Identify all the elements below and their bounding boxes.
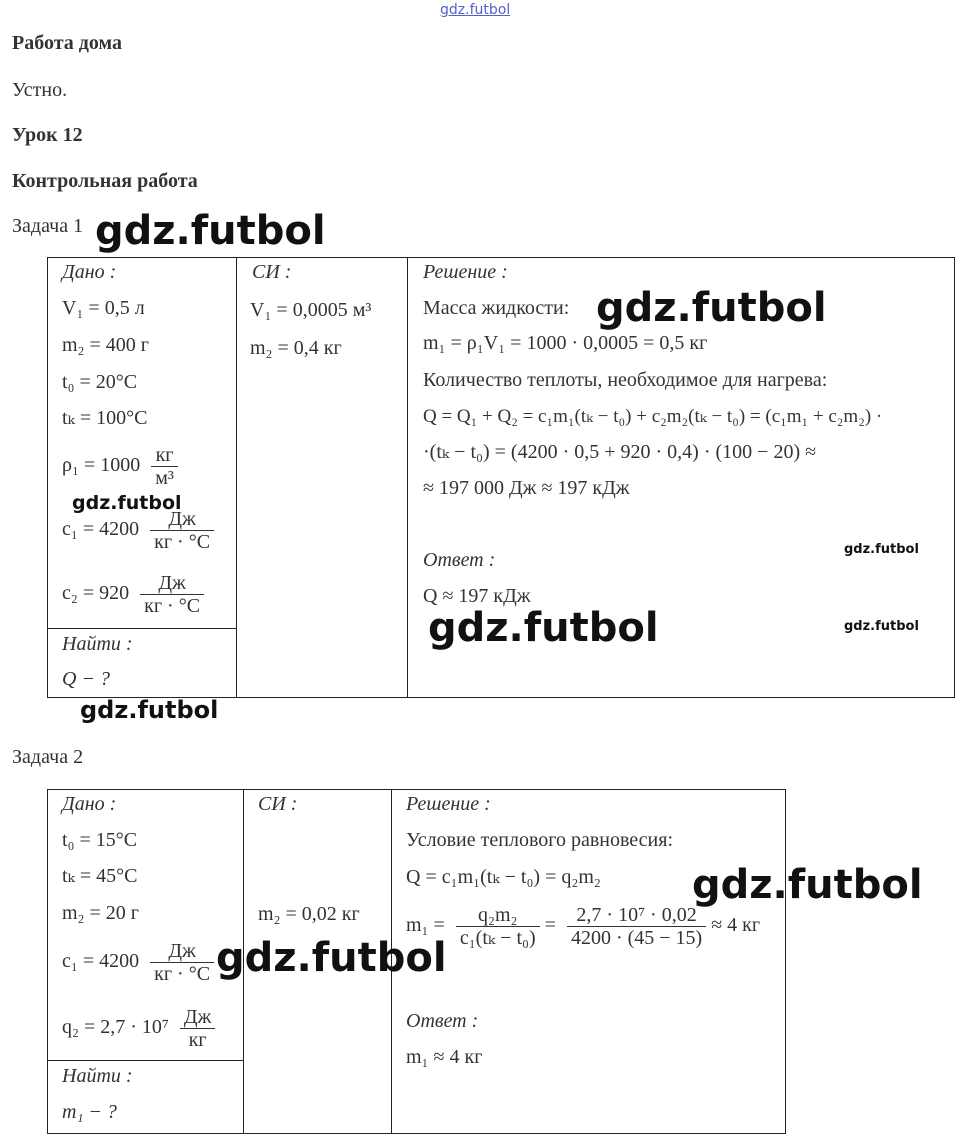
text-oral: Устно. (12, 79, 68, 101)
task1-solution-line6: ≈ 197 000 Дж ≈ 197 кДж (423, 477, 630, 499)
task2-solution-line1: Условие теплового равновесия: (406, 829, 674, 851)
watermark-6: gdz.futbol (844, 619, 919, 634)
task1-c2-unit (140, 572, 204, 617)
watermark-8: gdz.futbol (692, 862, 923, 908)
task1-solution-line2: m₁ = ρ₁V₁ = 1000 · 0,0005 = 0,5 кг (423, 332, 708, 354)
task2-given-q2 (62, 1006, 215, 1051)
task2-c1-den: кг · °C (154, 963, 211, 985)
task2-fraction-1 (456, 904, 540, 949)
watermark-top[interactable]: gdz.futbol (440, 2, 511, 18)
task2-equals: = (544, 914, 556, 937)
task1-rho1-den: м³ (155, 467, 174, 489)
watermark-4: gdz.futbol (844, 542, 919, 557)
heading-home: Работа дома (12, 32, 122, 54)
task1-si-cell (236, 257, 408, 698)
watermark-5: gdz.futbol (428, 605, 659, 651)
task1-c1-num: Дж (150, 508, 214, 531)
task2-fraction-2 (567, 904, 706, 949)
task1-rho1-num: кг (151, 444, 178, 467)
task2-solution-line2: Q = c₁m₁(tₖ − t₀) = q₂m₂ (406, 866, 601, 888)
task1-given-m2: m₂ = 400 г (62, 334, 150, 356)
watermark-7: gdz.futbol (80, 696, 219, 724)
task1-given-c1 (62, 508, 214, 553)
task1-solution-line3: Количество теплоты, необходимое для нагрева: (423, 369, 828, 391)
task1-given-v1: V₁ = 0,5 л (62, 297, 145, 319)
task2-given-label: Дано : (62, 793, 117, 815)
task1-si-v1: V₁ = 0,0005 м³ (250, 299, 372, 321)
task1-given-label: Дано : (62, 261, 117, 283)
task2-fraction-2-den: 4200 · (45 − 15) (570, 927, 703, 949)
task1-given-t0: t₀ = 20°C (62, 371, 138, 393)
watermark-9: gdz.futbol (216, 935, 447, 981)
task1-given-rho1 (62, 444, 178, 489)
task2-c1-unit (150, 940, 214, 985)
task2-fraction-1-den: c₁(tₖ − t₀) (459, 927, 536, 949)
heading-lesson: Урок 12 (12, 124, 83, 146)
watermark-1: gdz.futbol (95, 208, 326, 254)
task2-given-m2: m₂ = 20 г (62, 902, 140, 924)
task2-answer-value: m₁ ≈ 4 кг (406, 1046, 483, 1068)
task2-si-m2: m₂ = 0,02 кг (258, 903, 360, 925)
task2-given-t0: t₀ = 15°C (62, 829, 138, 851)
task1-answer-label: Ответ : (423, 549, 496, 571)
task2-find-value: m₁ − ? (62, 1101, 117, 1123)
task2-m1-lhs: m₁ = (406, 914, 445, 937)
task2-q2-unit (180, 1006, 215, 1051)
task2-m1-result: ≈ 4 кг (711, 914, 761, 937)
task1-c2-num: Дж (140, 572, 204, 595)
task1-find-label: Найти : (62, 633, 133, 655)
task1-solution-line1: Масса жидкости: (423, 297, 570, 319)
watermark-3: gdz.futbol (72, 492, 182, 514)
task2-c1-num: Дж (150, 940, 214, 963)
task1-find-value: Q − ? (62, 668, 110, 690)
task2-q2-den: кг (188, 1029, 207, 1051)
task2-q2-value: q₂ = 2,7 · 10⁷ (62, 1016, 169, 1039)
task1-given-tk: tₖ = 100°C (62, 407, 148, 429)
task1-solution-line5: ·(tₖ − t₀) = (4200 · 0,5 + 920 · 0,4) · (100 − 20) ≈ (423, 441, 817, 463)
task2-answer-label: Ответ : (406, 1010, 479, 1032)
heading-test: Контрольная работа (12, 170, 198, 192)
task2-q2-num: Дж (180, 1006, 215, 1029)
task2-fraction-2-num: 2,7 · 10⁷ · 0,02 (567, 904, 706, 927)
task1-answer-value: Q ≈ 197 кДж (423, 585, 531, 607)
task2-given-tk: tₖ = 45°C (62, 865, 138, 887)
task1-title: Задача 1 (12, 215, 84, 237)
watermark-2: gdz.futbol (596, 285, 827, 331)
task2-solution-line3 (406, 904, 760, 949)
task1-given-c2 (62, 572, 204, 617)
task1-c2-value: c₂ = 920 (62, 582, 130, 605)
task1-rho1-unit (151, 444, 178, 489)
task2-solution-label: Решение : (406, 793, 491, 815)
task1-c2-den: кг · °C (144, 595, 201, 617)
task2-c1-value: c₁ = 4200 (62, 950, 140, 973)
task1-rho1-value: ρ₁ = 1000 (62, 454, 141, 477)
task2-title: Задача 2 (12, 746, 84, 768)
task1-solution-label: Решение : (423, 261, 508, 283)
task2-given-c1 (62, 940, 214, 985)
task1-c1-value: c₁ = 4200 (62, 518, 140, 541)
task2-find-label: Найти : (62, 1065, 133, 1087)
task1-solution-line4: Q = Q₁ + Q₂ = c₁m₁(tₖ − t₀) + c₂m₂(tₖ − t₀) = (c₁m₁ + c₂m₂) · (423, 406, 883, 427)
task1-c1-unit (150, 508, 214, 553)
task2-si-label: СИ : (258, 793, 298, 815)
task1-c1-den: кг · °C (154, 531, 211, 553)
task1-si-label: СИ : (252, 261, 292, 283)
task1-si-m2: m₂ = 0,4 кг (250, 337, 342, 359)
task2-fraction-1-num: q₂m₂ (456, 904, 540, 927)
